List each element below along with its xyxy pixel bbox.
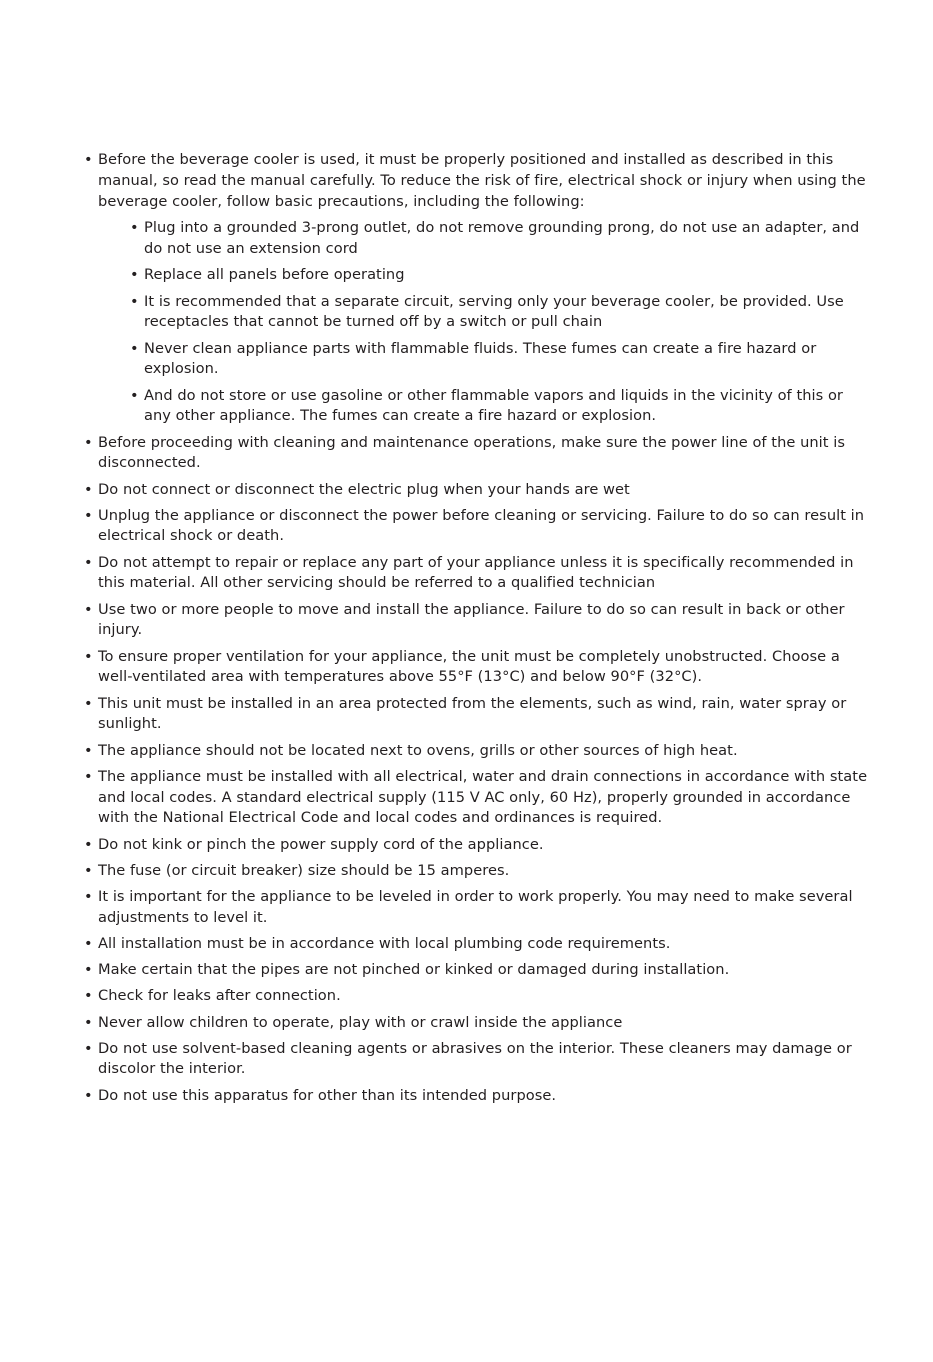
list-item: • Use two or more people to move and install the appliance. Failure to do so can result in back or other injury.: [84, 600, 874, 642]
list-item-text: Before the beverage cooler is used, it must be properly positioned and installed as described in this manual, so read the manual carefully. To reduce the risk of fire, electrical shock or injury when using the beverage cooler, follow basic precautions, including the following:: [98, 151, 866, 210]
safety-instructions-list: [84, 150, 874, 1112]
list-item: • Do not kink or pinch the power supply cord of the appliance.: [84, 835, 874, 856]
list-item: • Do not use this apparatus for other than its intended purpose.: [84, 1086, 874, 1107]
sublist-item: • Plug into a grounded 3-prong outlet, do not remove grounding prong, do not use an adapter, and do not use an extension cord: [130, 218, 874, 260]
precautions-sublist: [98, 218, 874, 427]
list-item: • Do not use solvent-based cleaning agents or abrasives on the interior. These cleaners may damage or discolor the interior.: [84, 1039, 874, 1081]
sublist-item: • Never clean appliance parts with flammable fluids. These fumes can create a fire hazard or explosion.: [130, 339, 874, 381]
list-item: • To ensure proper ventilation for your appliance, the unit must be completely unobstructed. Choose a well-ventilated area with temperatures above 55°F (13°C) and below 90°F (32°C).: [84, 647, 874, 689]
list-item: • It is important for the appliance to be leveled in order to work properly. You may need to make several adjustments to level it.: [84, 887, 874, 929]
list-item: • Check for leaks after connection.: [84, 986, 874, 1007]
list-item: • Make certain that the pipes are not pinched or kinked or damaged during installation.: [84, 960, 874, 981]
list-item: • The fuse (or circuit breaker) size should be 15 amperes.: [84, 861, 874, 882]
list-item: [84, 150, 874, 427]
list-item: • This unit must be installed in an area protected from the elements, such as wind, rain, water spray or sunlight.: [84, 694, 874, 736]
list-item: • Do not connect or disconnect the electric plug when your hands are wet: [84, 480, 874, 501]
list-item: • Never allow children to operate, play with or crawl inside the appliance: [84, 1013, 874, 1034]
list-item: • Before proceeding with cleaning and maintenance operations, make sure the power line of the unit is disconnected.: [84, 433, 874, 475]
list-item: • Unplug the appliance or disconnect the power before cleaning or servicing. Failure to do so can result in electrical shock or death.: [84, 506, 874, 548]
list-item: • The appliance must be installed with all electrical, water and drain connections in accordance with state and local codes. A standard electrical supply (115 V AC only, 60 Hz), properly grounded in accordance with the National Electrical Code and local codes and ordinances is required.: [84, 767, 874, 829]
sublist-item: • Replace all panels before operating: [130, 265, 874, 286]
list-item: • All installation must be in accordance with local plumbing code requirements.: [84, 934, 874, 955]
sublist-item: • And do not store or use gasoline or other flammable vapors and liquids in the vicinity of this or any other appliance. The fumes can create a fire hazard or explosion.: [130, 386, 874, 428]
list-item: • The appliance should not be located next to ovens, grills or other sources of high heat.: [84, 741, 874, 762]
list-item: • Do not attempt to repair or replace any part of your appliance unless it is specifically recommended in this material. All other servicing should be referred to a qualified technician: [84, 553, 874, 595]
sublist-item: • It is recommended that a separate circuit, serving only your beverage cooler, be provided. Use receptacles that cannot be turned off by a switch or pull chain: [130, 292, 874, 334]
